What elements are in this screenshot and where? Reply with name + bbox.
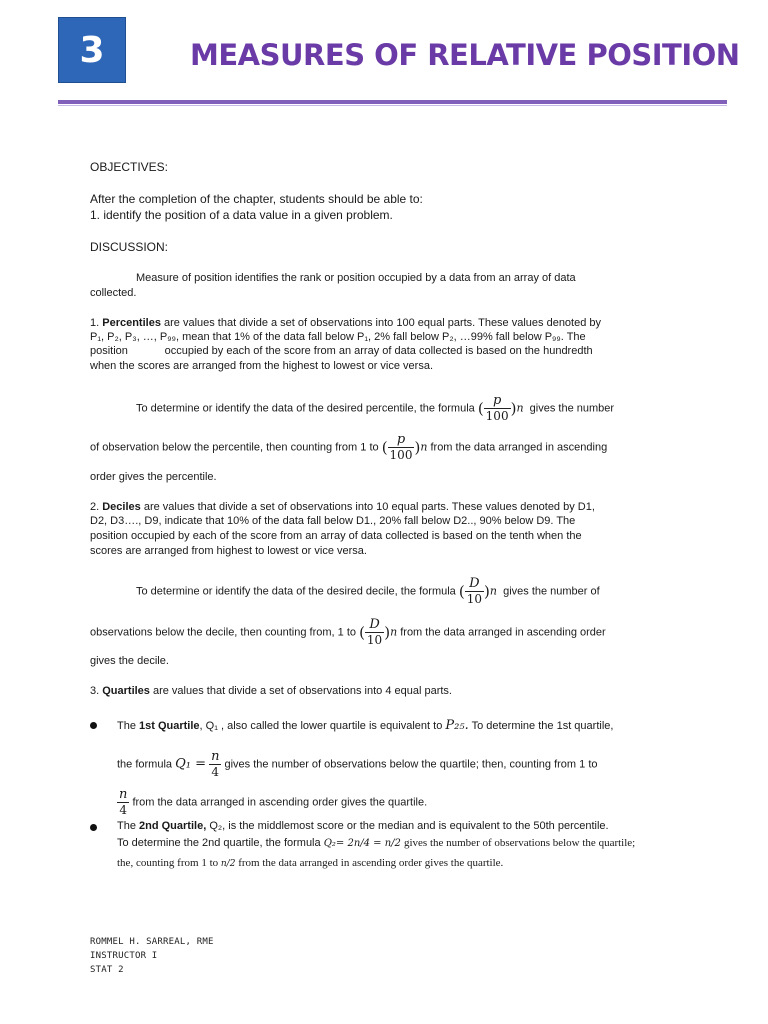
decile-formula-text1: To determine or identify the data of the desired decile, the formula: [136, 585, 456, 598]
quartiles-line1-text: are values that divide a set of observations into 4 equal parts.: [149, 685, 452, 697]
bullet-icon: [90, 824, 97, 831]
percentile-formula-text4: from the data arranged in ascending: [430, 441, 608, 454]
percentiles-line1: [90, 317, 601, 329]
quartile1-line3: $\frac{n}{4}$ from the data arranged in ascending order gives the quartile.: [119, 787, 428, 817]
quartiles-term: Quartiles: [102, 685, 150, 697]
percentile-formula-text5: order gives the percentile.: [90, 471, 217, 483]
footer-course: STAT 2: [90, 965, 124, 975]
quartiles-number: 3.: [90, 685, 103, 697]
decile-formula-line2: observations below the decile, then counting from, 1 to ( $\frac{D}{10}$ )n from the data arranged in ascending order: [90, 617, 606, 647]
decile-formula-line1: To determine or identify the data of the desired decile, the formula ( $\frac{D}{10}$ )n gives the number of: [136, 576, 600, 606]
discussion-intro-line2: collected.: [90, 287, 137, 299]
percentile-formula-line1: To determine or identify the data of the desired percentile, the formula ( $\frac{p}{100}$ )n gives the number: [136, 393, 615, 423]
quartile1-fraction: $\frac{n}{4}$: [211, 749, 220, 779]
deciles-line1: [90, 501, 595, 513]
decile-fraction-2: $\frac{D}{10}$: [366, 617, 383, 647]
title-divider-thin: [58, 105, 727, 106]
percentile-fraction-2: $\frac{p}{100}$: [389, 432, 413, 462]
decile-formula-text2: gives the number of: [503, 585, 600, 598]
footer-author-block: [90, 935, 214, 977]
quartile1-line2: the formula Q₁ = $\frac{n}{4}$ gives the number of observations below the quartile; then, counting from 1 to: [117, 749, 598, 779]
discussion-heading: DISCUSSION:: [90, 240, 169, 254]
footer-author: ROMMEL H. SARREAL, RME: [90, 937, 214, 947]
percentiles-line2: P₁, P₂, P₃, …, P₉₉, mean that 1% of the data fall below P₁, 2% fall below P₂, …99% fall below P₉₉. The: [90, 331, 586, 343]
percentile-fraction: $\frac{p}{100}$: [485, 393, 509, 423]
percentiles-line4: when the scores are arranged from the highest to lowest or vice versa.: [90, 360, 434, 372]
chapter-number-box: [58, 17, 126, 83]
deciles-line2: D2, D3…., D9, indicate that 10% of the data fall below D1., 20% fall below D2.., 90% below D9. The: [90, 515, 576, 527]
percentiles-line1-text: are values that divide a set of observations into 100 equal parts. These values denoted by: [160, 317, 602, 329]
page-title: MEASURES OF RELATIVE POSITION: [190, 38, 740, 72]
deciles-number: 2.: [90, 501, 103, 513]
objectives-heading: OBJECTIVES:: [90, 160, 169, 174]
title-divider: [58, 100, 727, 104]
quartile2-line1: The 2nd Quartile, Q₂, is the middlemost score or the median and is equivalent to the 50th percentile.: [117, 820, 609, 832]
quartile1-line1: The 1st Quartile, Q₁ , also called the lower quartile is equivalent to P₂₅. To determine the 1st quartile,: [117, 718, 614, 733]
percentile-formula-text2: gives the number: [529, 402, 615, 415]
percentiles-line3: position occupied by each of the score from an array of data collected is based on the hundredth: [90, 345, 593, 357]
percentile-formula-text3: of observation below the percentile, then counting from 1 to: [90, 441, 379, 454]
decile-formula-text4: from the data arranged in ascending order: [400, 626, 606, 639]
objectives-intro: After the completion of the chapter, students should be able to:: [90, 192, 423, 206]
bullet-icon: [90, 722, 97, 729]
decile-formula-text3: observations below the decile, then counting from, 1 to: [90, 626, 356, 639]
percentile-formula-line2: of observation below the percentile, then counting from 1 to ( $\frac{p}{100}$ )n from the data arranged in ascending: [90, 432, 608, 462]
decile-formula-text5: gives the decile.: [90, 655, 169, 667]
objective-item-1: 1. identify the position of a data value in a given problem.: [90, 208, 393, 222]
percentile-formula-text1: To determine or identify the data of the desired percentile, the formula: [136, 402, 475, 415]
deciles-line3: position occupied by each of the score from an array of data collected is based on the tenth when the: [90, 530, 582, 542]
quartile1-fraction-2: $\frac{n}{4}$: [119, 787, 128, 817]
percentiles-number: 1.: [90, 317, 103, 329]
p25-symbol: P₂₅.: [445, 718, 469, 733]
quartile1-term: 1st Quartile: [139, 720, 200, 732]
percentiles-term: Percentiles: [102, 317, 161, 329]
chapter-number: 3: [79, 29, 105, 71]
quartile2-line3: the, counting from 1 to n/2 from the data arranged in ascending order gives the quartile.: [117, 857, 504, 869]
quartile2-term: 2nd Quartile,: [139, 820, 207, 832]
deciles-line1-text: are values that divide a set of observations into 10 equal parts. These values denoted by D1,: [140, 501, 595, 513]
deciles-line4: scores are arranged from highest to lowest or vice versa.: [90, 545, 367, 557]
discussion-intro-line1: Measure of position identifies the rank or position occupied by a data from an array of data: [136, 272, 576, 284]
footer-position: INSTRUCTOR I: [90, 951, 158, 961]
quartiles-line1: [90, 685, 452, 697]
decile-fraction: $\frac{D}{10}$: [466, 576, 482, 606]
quartile2-line2: To determine the 2nd quartile, the formula Q₂= 2n/4 = n/2 gives the number of observations below the quartile;: [117, 837, 636, 849]
deciles-term: Deciles: [102, 501, 141, 513]
